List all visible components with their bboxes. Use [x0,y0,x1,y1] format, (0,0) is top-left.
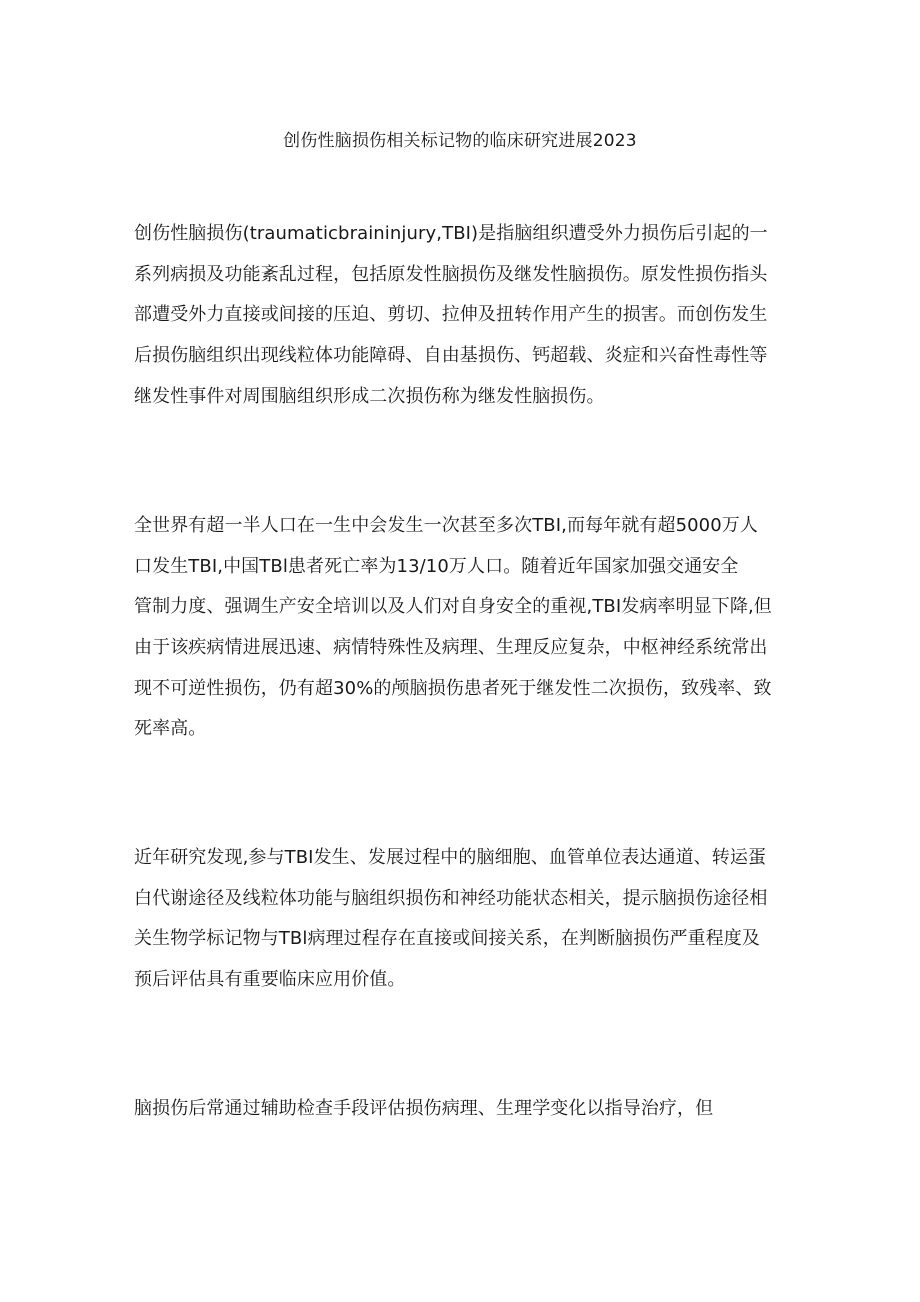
text-line: 系列病损及功能紊乱过程，包括原发性脑损伤及继发性脑损伤。原发性损伤指头 [134,263,768,285]
paragraph-epidemiology [134,506,794,750]
text-line: 继发性事件对周围脑组织形成二次损伤称为继发性脑损伤。 [134,385,605,407]
text-line: 创伤性脑损伤(traumaticbraininjury,TBI)是指脑组织遭受外力损伤后引起的一 [134,223,768,244]
paragraph-tbi-definition [134,214,794,417]
text-line: 部遭受外力直接或间接的压迫、剪切、拉伸及扭转作用产生的损害。而创伤发生 [134,304,768,326]
text-line: 全世界有超一半人口在一生中会发生一次甚至多次TBI,而每年就有超5000万人 [134,515,758,536]
text-line: 后损伤脑组织出现线粒体功能障碍、自由基损伤、钙超载、炎症和兴奋性毒性等 [134,345,768,367]
text-line: 由于该疾病情进展迅速、病情特殊性及病理、生理反应复杂，中枢神经系统常出 [134,637,768,659]
text-line: 白代谢途径及线粒体功能与脑组织损伤和神经功能状态相关，提示脑损伤途径相 [134,887,768,909]
document-title: 创伤性脑损伤相关标记物的临床研究进展2023 [283,131,637,151]
paragraph-assessment [134,1089,794,1130]
paragraph-research-findings [134,838,794,1001]
text-line: 死率高。 [134,718,207,740]
text-line: 预后评估具有重要临床应用价值。 [134,969,406,991]
text-line: 口发生TBI,中国TBl患者死亡率为13/10万人口。随着近年国家加强交通安全 [134,555,739,577]
text-line: 管制力度、强调生产安全培训以及人们对自身安全的重视,TBI发病率明显下降,但 [134,596,772,618]
text-line: 现不可逆性损伤，仍有超30%的颅脑损伤患者死于继发性二次损伤，致残率、致 [134,677,772,699]
text-line: 近年研究发现,参与TBI发生、发展过程中的脑细胞、血管单位表达通道、转运蛋 [134,847,767,868]
text-line: 关生物学标记物与TBl病理过程存在直接或间接关系，在判断脑损伤严重程度及 [134,928,760,950]
text-line: 脑损伤后常通过辅助检查手段评估损伤病理、生理学变化以指导治疗，但 [134,1098,714,1119]
